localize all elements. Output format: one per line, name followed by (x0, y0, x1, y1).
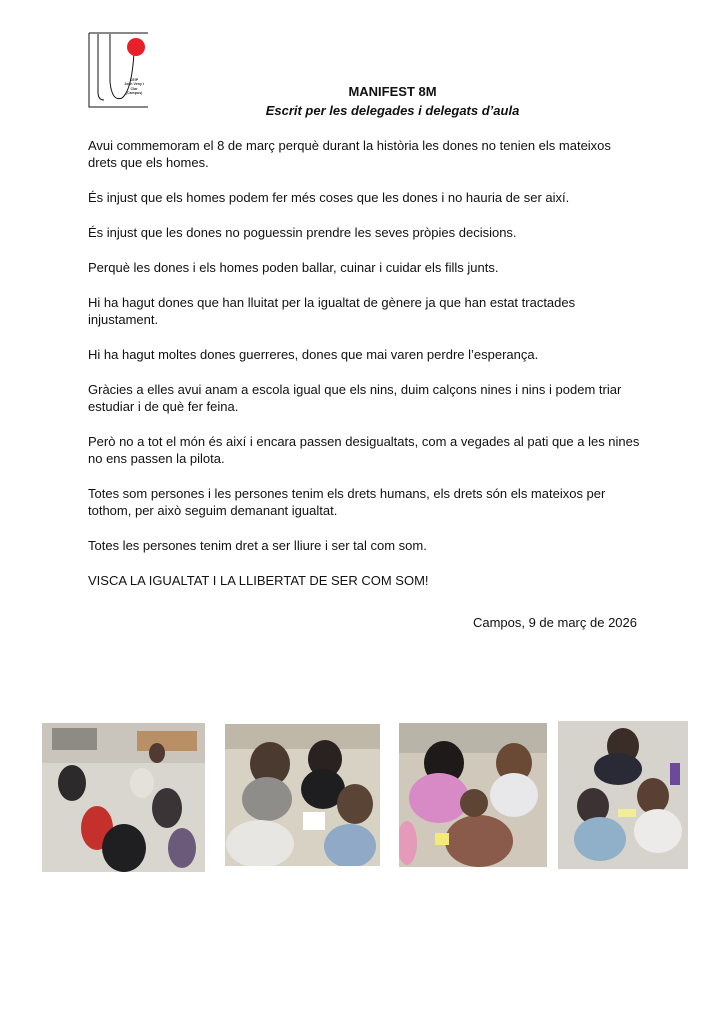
place-and-date: Campos, 9 de març de 2026 (472, 615, 637, 630)
manifesto-paragraph: Hi ha hagut dones que han lluitat per la igualtat de gènere ja que han estat tractades injustament. (88, 295, 576, 327)
manifesto-paragraph: Perquè les dones i els homes poden ballar, cuinar i cuidar els fills junts. (88, 260, 499, 275)
photo-girls-writing (399, 723, 547, 867)
logo-caption-line: Clar (130, 86, 138, 91)
logo-caption-line: (Campos) (125, 91, 143, 96)
document-subtitle: Escrit per les delegades i delegats d’aula (265, 103, 520, 118)
manifesto-paragraph: Gràcies a elles avui anam a escola igual que els nins, duim calçons nines i nins i podem triar estudiar i de què fer feina. (88, 382, 622, 414)
photo-girls-reading (225, 724, 380, 866)
document-title: MANIFEST 8M (348, 84, 437, 99)
logo-caption-line: CEIP (129, 78, 139, 82)
manifesto-paragraph: Hi ha hagut moltes dones guerreres, dones que mai varen perdre l’esperança. (88, 347, 539, 362)
manifesto-paragraph: Avui commemoram el 8 de març perquè durant la història les dones no tenien els mateixos drets que els homes. (88, 138, 611, 170)
manifesto-paragraph: És injust que els homes podem fer més coses que les dones i no hauria de ser així. (88, 190, 570, 205)
manifesto-body (88, 137, 640, 607)
manifesto-paragraph: És injust que les dones no poguessin prendre les seves pròpies decisions. (88, 225, 517, 240)
manifesto-paragraph: Totes les persones tenim dret a ser lliure i ser tal com som. (88, 538, 427, 553)
photo-classroom-group (42, 723, 205, 872)
manifesto-paragraph: Però no a tot el món és així i encara passen desigualtats, com a vegades al pati que a les nines no ens passen la pilota. (88, 434, 640, 466)
photo-girls-drawing (558, 721, 688, 869)
manifesto-closing: VISCA LA IGUALTAT I LA LLIBERTAT DE SER COM SOM! (88, 573, 429, 588)
logo-caption-line: Joan Veny i (124, 82, 144, 87)
manifesto-paragraph: Totes som persones i les persones tenim els drets humans, els drets són els mateixos per tothom, per això seguim demanant igualtat. (88, 486, 606, 518)
